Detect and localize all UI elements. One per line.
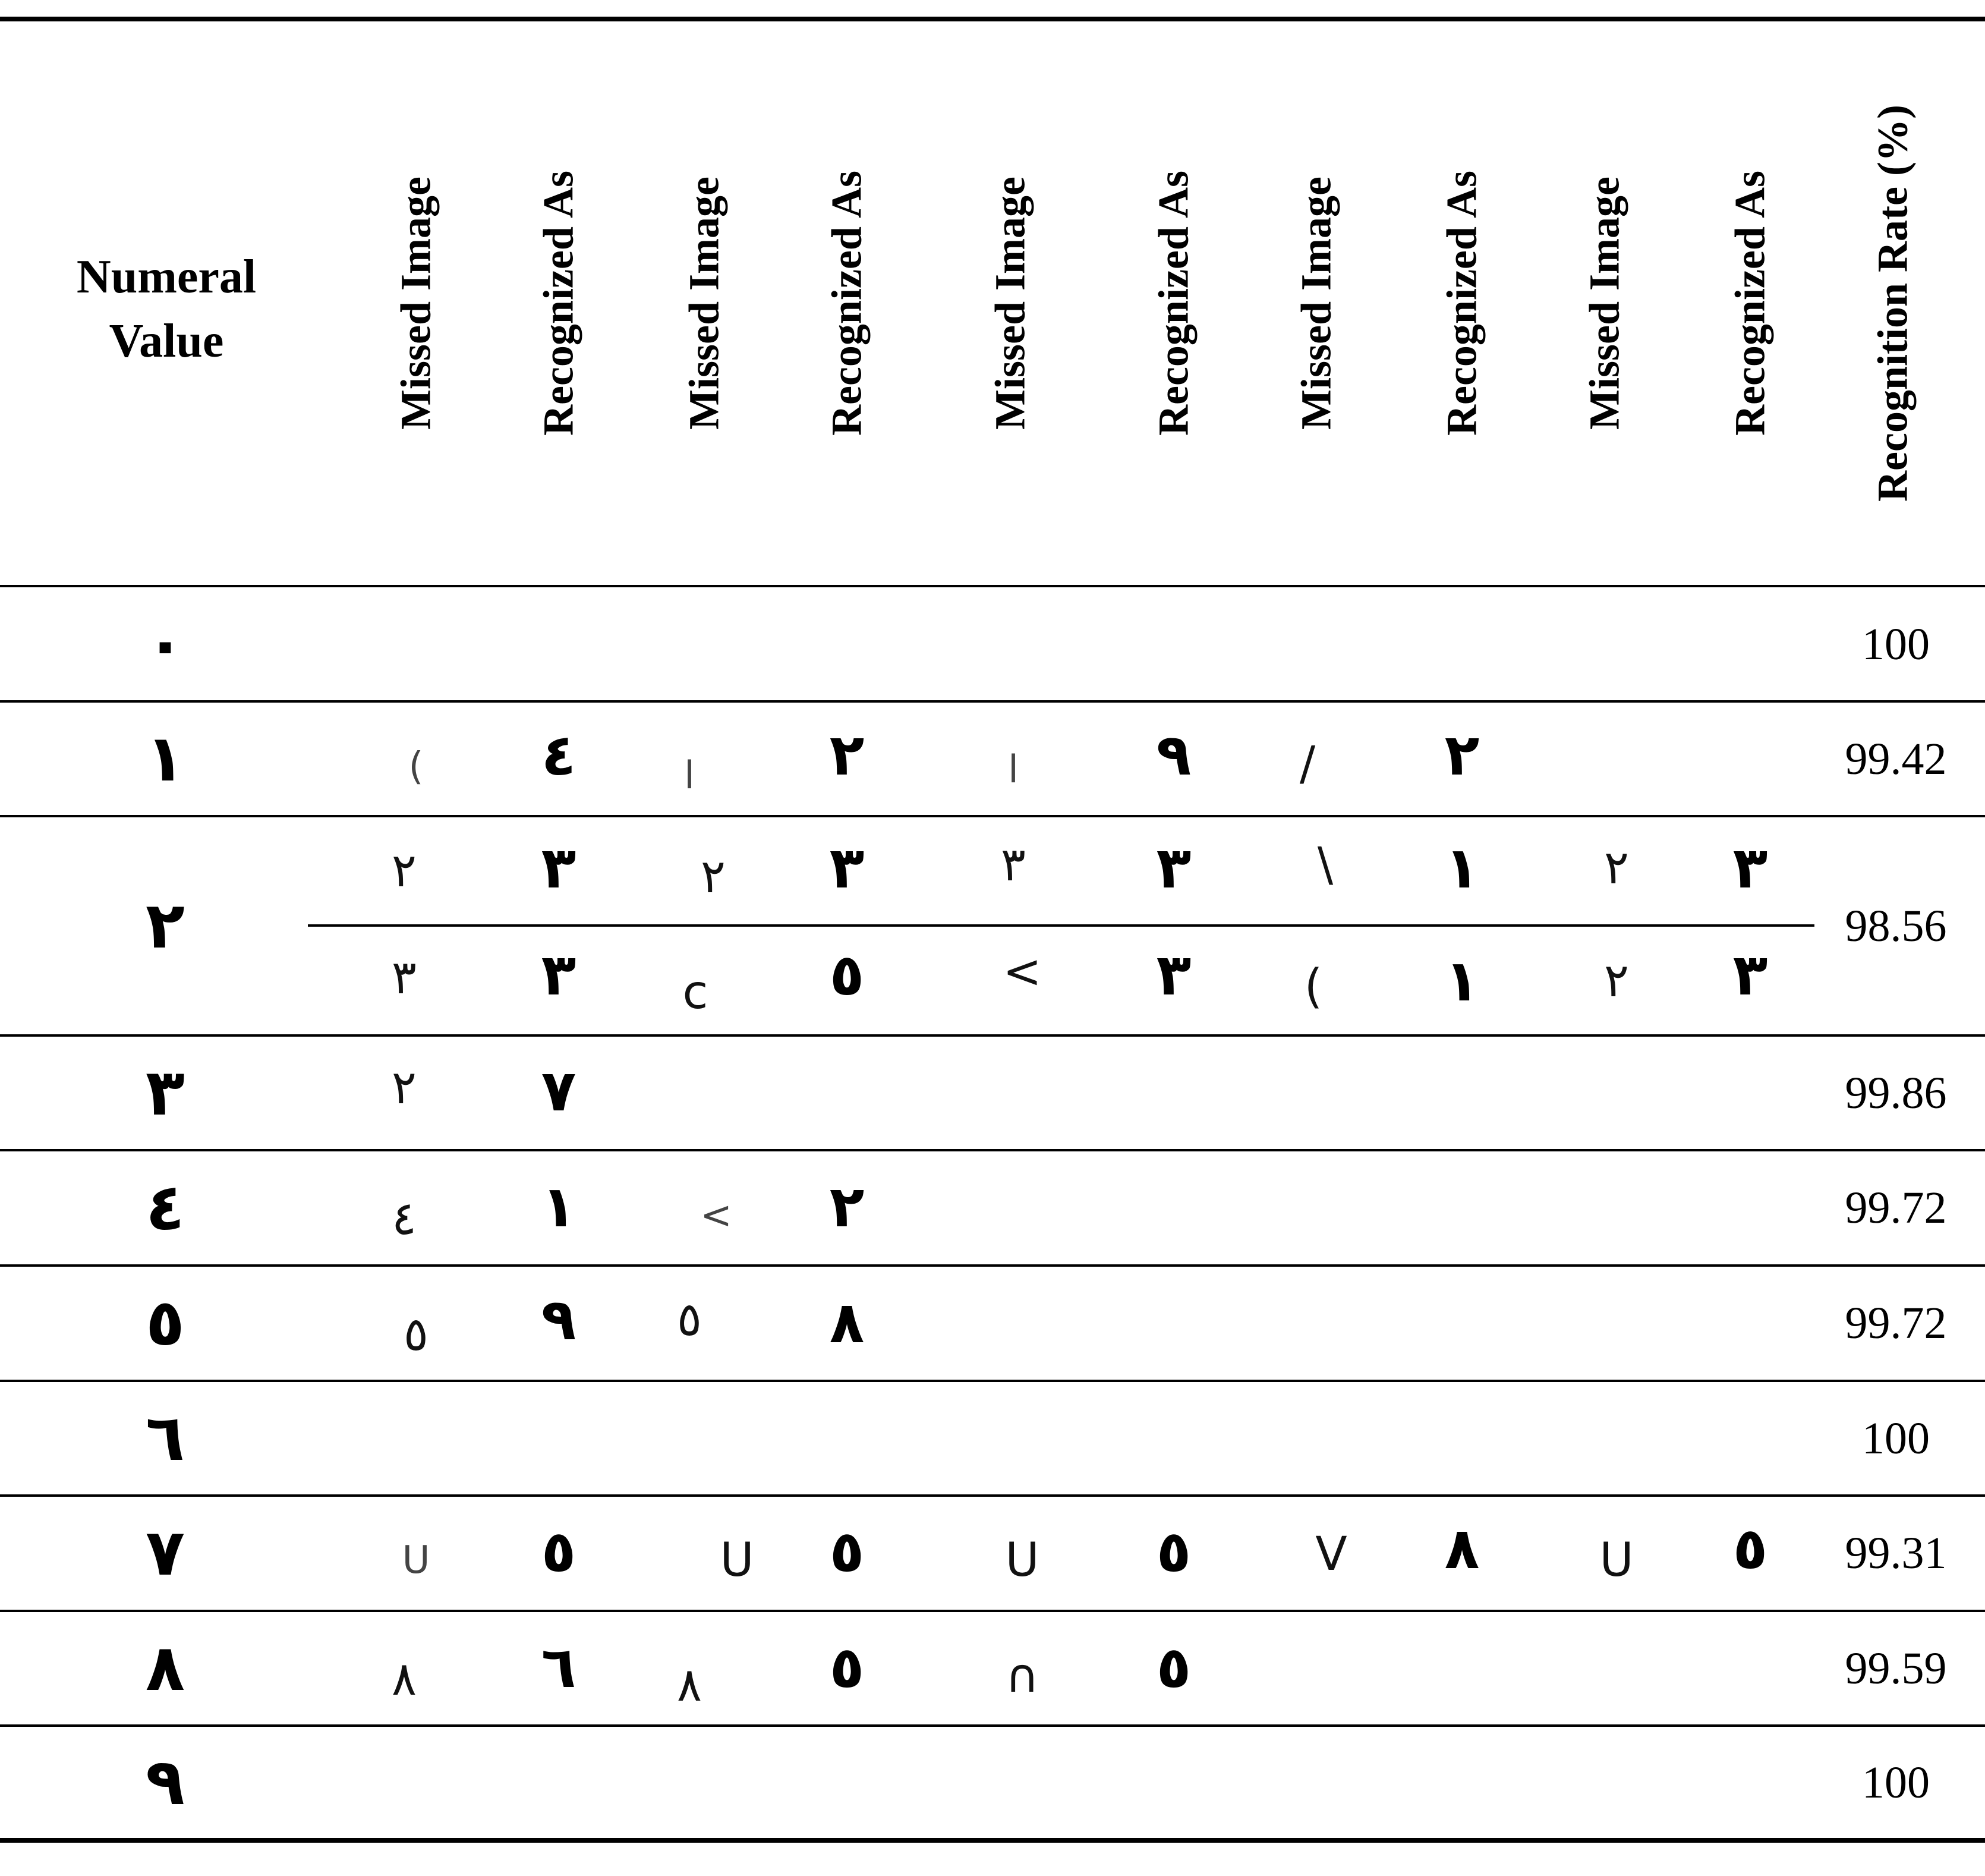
numeral-value: ٥ bbox=[146, 1286, 185, 1360]
missed-image: ٣ bbox=[1001, 838, 1026, 892]
recognized-as: ٥ bbox=[829, 1634, 865, 1701]
recognized-as: ٥ bbox=[1156, 1634, 1192, 1701]
numeral-value: ٤ bbox=[146, 1170, 185, 1245]
missed-image: ٢ bbox=[1604, 954, 1629, 1008]
missed-image-header: Missed Image bbox=[392, 177, 440, 430]
numeral-value: ٩ bbox=[146, 1745, 185, 1820]
missed-image: ا bbox=[1008, 748, 1019, 792]
recognized-as: ٣ bbox=[1732, 942, 1768, 1008]
recognized-as-header: Recognized As bbox=[1149, 171, 1198, 436]
recognized-as: ١ bbox=[541, 1173, 576, 1240]
recognized-as: ٨ bbox=[1444, 1515, 1480, 1582]
recognized-as: ٢ bbox=[1444, 722, 1480, 788]
missed-image: ٥ bbox=[677, 1293, 702, 1346]
missed-image-header: Missed Image bbox=[1580, 177, 1628, 430]
recognized-as-header: Recognized As bbox=[1438, 171, 1486, 436]
numeral-value: ١ bbox=[146, 722, 185, 796]
numeral-header-line1: Numeral bbox=[76, 251, 257, 303]
missed-image: \ bbox=[1317, 838, 1334, 892]
row-rule bbox=[0, 1380, 1985, 1382]
recognized-as: ٣ bbox=[541, 942, 576, 1008]
header-rule bbox=[0, 585, 1985, 587]
missed-image: ٣ bbox=[392, 951, 417, 1005]
missed-image: ٢ bbox=[1604, 841, 1629, 895]
numeral-value: ٣ bbox=[146, 1056, 185, 1130]
missed-image: ٥ bbox=[404, 1308, 428, 1361]
recognized-as-header: Recognized As bbox=[823, 171, 871, 436]
recognized-as: ٦ bbox=[541, 1634, 576, 1701]
missed-image: U bbox=[402, 1538, 430, 1582]
recognition-rate: 100 bbox=[1862, 1414, 1930, 1463]
row-rule bbox=[0, 815, 1985, 817]
recognition-rate: 100 bbox=[1862, 1757, 1930, 1808]
recognized-as: ٣ bbox=[829, 835, 865, 901]
missed-image: ∩ bbox=[1005, 1650, 1039, 1703]
recognized-as-header: Recognized As bbox=[534, 171, 582, 436]
recognition-rate: 98.56 bbox=[1845, 901, 1947, 951]
missed-image: < bbox=[700, 1194, 732, 1238]
numeral-header-line2: Value bbox=[109, 315, 224, 367]
missed-image: ( bbox=[408, 745, 424, 789]
recognized-as: ٥ bbox=[1732, 1515, 1768, 1582]
subrow-rule bbox=[308, 924, 1814, 927]
recognition-rate: 99.31 bbox=[1845, 1528, 1947, 1578]
recognized-as: ٣ bbox=[1732, 835, 1768, 901]
missed-image: ٨ bbox=[392, 1652, 417, 1706]
recognized-as: ٢ bbox=[829, 722, 865, 788]
recognized-as: ٧ bbox=[541, 1057, 576, 1124]
missed-image: / bbox=[1299, 737, 1316, 791]
missed-image: ٢ bbox=[392, 844, 417, 898]
numeral-value: ٢ bbox=[146, 888, 185, 963]
missed-image: U bbox=[720, 1534, 754, 1587]
row-rule bbox=[0, 1264, 1985, 1267]
row-rule bbox=[0, 1494, 1985, 1497]
missed-image: U bbox=[1005, 1534, 1039, 1587]
recognized-as: ٥ bbox=[829, 942, 865, 1008]
missed-image: ( bbox=[1304, 960, 1323, 1013]
recognition-rate: 99.86 bbox=[1845, 1068, 1947, 1118]
numeral-value: ٨ bbox=[146, 1631, 185, 1705]
missed-image-header: Missed Image bbox=[680, 177, 728, 430]
numeral-value: ٧ bbox=[146, 1516, 185, 1590]
numeral-value: ٠ bbox=[146, 607, 185, 681]
recognized-as: ٣ bbox=[1156, 942, 1192, 1008]
missed-image-header: Missed Image bbox=[1292, 177, 1340, 430]
missed-image: ا bbox=[684, 754, 695, 798]
recognized-as: ٤ bbox=[541, 722, 576, 788]
row-rule bbox=[0, 1610, 1985, 1612]
numeral-value: ٦ bbox=[146, 1401, 185, 1475]
missed-image: < bbox=[1003, 945, 1042, 999]
recognized-as: ٣ bbox=[541, 835, 576, 901]
recognized-as: ٨ bbox=[829, 1289, 865, 1356]
recognition-rate-header: Recognition Rate (%) bbox=[1869, 105, 1917, 502]
recognized-as: ٩ bbox=[541, 1286, 576, 1353]
missed-image: ٢ bbox=[701, 850, 726, 904]
recognized-as: ١ bbox=[1444, 835, 1480, 901]
row-rule bbox=[0, 1149, 1985, 1151]
recognition-rate: 99.42 bbox=[1845, 734, 1947, 784]
row-rule bbox=[0, 1724, 1985, 1727]
recognized-as: ١ bbox=[1444, 948, 1480, 1014]
recognized-as: ٥ bbox=[1156, 1518, 1192, 1585]
missed-image: ٢ bbox=[392, 1061, 417, 1115]
row-rule bbox=[0, 1034, 1985, 1037]
recognition-rate: 100 bbox=[1862, 619, 1930, 669]
missed-image: ٤ bbox=[392, 1192, 417, 1245]
recognized-as: ٣ bbox=[1156, 835, 1192, 901]
recognized-as: ٥ bbox=[829, 1518, 865, 1585]
missed-image: c bbox=[682, 966, 708, 1019]
recognition-rate: 99.72 bbox=[1845, 1298, 1947, 1348]
bottom-rule bbox=[0, 1838, 1985, 1843]
missed-image: ٨ bbox=[677, 1658, 702, 1712]
recognized-as: ٢ bbox=[829, 1173, 865, 1240]
top-rule bbox=[0, 17, 1985, 21]
missed-image-header: Missed Image bbox=[986, 177, 1034, 430]
row-rule bbox=[0, 700, 1985, 703]
recognition-rate: 99.72 bbox=[1845, 1183, 1947, 1233]
recognized-as: ٥ bbox=[541, 1518, 576, 1585]
numeral-value-header bbox=[36, 238, 297, 380]
recognized-as-header: Recognized As bbox=[1726, 171, 1774, 436]
missed-image: U bbox=[1599, 1534, 1634, 1587]
missed-image: V bbox=[1315, 1528, 1347, 1581]
recognition-rate: 99.59 bbox=[1845, 1644, 1947, 1694]
recognized-as: ٩ bbox=[1156, 722, 1192, 788]
